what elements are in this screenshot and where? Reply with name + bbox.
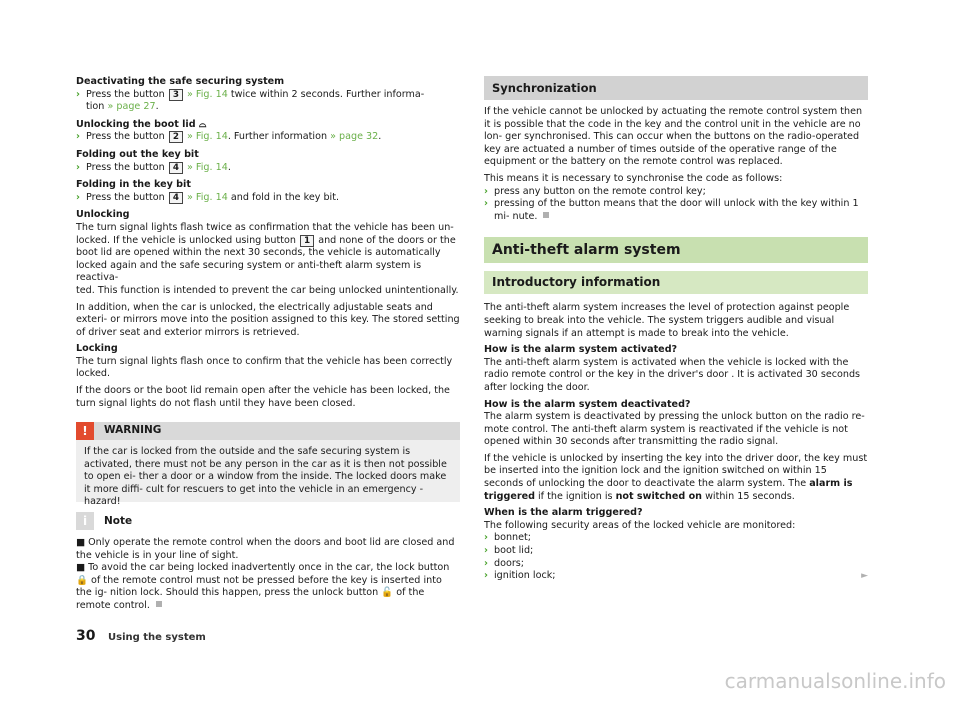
fold-in-step: › Press the button 4 » Fig. 14 and fold in the key bit.: [76, 191, 340, 203]
a2-paragraph: The alarm system is deactivated by pressing the unlock button on the radio re- mote control. The anti-theft alarm system is reactivated if the vehicle is not opened within 30 seconds after transmitting the radio signal.: [484, 411, 865, 448]
a4-paragraph: The following security areas of the locked vehicle are monitored:: [484, 519, 796, 531]
a1-paragraph: The anti-theft alarm system is activated when the vehicle is locked with the radio remote control or the key in the driver's door . It is activated 30 seconds after locking the door.: [484, 356, 861, 393]
unlocking-paragraph-2: In addition, when the car is unlocked, the electrically adjustable seats and exteri- or mirrors move into the position assigned to this key. The stored setting of driver seat and exterior mirrors is retrieved.: [76, 301, 460, 338]
alarm-heading: Anti-theft alarm system: [484, 237, 868, 263]
area-item: › doors;: [484, 557, 525, 569]
warning-box: [76, 422, 460, 508]
page-link[interactable]: » page 32: [330, 131, 379, 143]
sync-paragraph: If the vehicle cannot be unlocked by actuating the remote control system then it is possible that the code in the key and the control unit in the vehicle are no lon- ger synchronised. This can occur when the buttons on the radio-operated key are actuated a number of times outside of the operative range of the equipment or the battery on the remote control was replaced.: [484, 106, 863, 168]
q2-heading: How is the alarm system deactivated?: [484, 398, 691, 410]
boot-step: › Press the button 2 » Fig. 14. Further information » page 32.: [76, 131, 382, 143]
intro-paragraph: The anti-theft alarm system increases the level of protection against people seeking to break into the vehicle. The system triggers audible and visual warning signals if an attempt is made to break into the vehicle.: [484, 302, 850, 339]
area-item: › ignition lock; ►: [484, 570, 868, 582]
unlocking-paragraph: The turn signal lights flash twice as confirmation that the vehicle has been un- locked. If the vehicle is unlocked using button 1 and none of the doors or the boot lid are opened within the next 30 seconds, the vehicle is automatically locked again and the safe securing system or anti-theft alarm system is reactiva- ted. This function is intended to prevent the car being unlocked unintentionally.: [76, 221, 459, 296]
info-icon: i: [76, 512, 94, 530]
fold-out-step: › Press the button 4 » Fig. 14.: [76, 161, 231, 173]
chevron-right-icon: ›: [76, 131, 80, 143]
right-column: [484, 76, 868, 583]
note-bullet-2: ■ To avoid the car being locked inadvertently once in the car, the lock button 🔒 of the remote control must not be pressed before the key is inserted into the ig- nition lock. Should this happen, press the unlock button 🔓 of the remote control.: [76, 562, 450, 611]
locking-paragraph: The turn signal lights flash once to confirm that the vehicle has been correctly locked.: [76, 355, 453, 380]
key-button-4: 4: [169, 162, 183, 174]
chevron-right-icon: ›: [484, 198, 488, 210]
warning-text: If the car is locked from the outside and the safe securing system is activated, there must not be any person in the car as it is then not possible to open ei- ther a door or a window from the inside. The locked doors make it more diffi- cult for rescuers to get into the vehicle in an emergency - hazard!: [84, 446, 447, 508]
chevron-right-icon: ›: [484, 557, 488, 569]
sync-paragraph-2: This means it is necessary to synchronise the code as follows:: [484, 172, 783, 184]
note-title: Note: [104, 515, 133, 527]
safe-heading: Deactivating the safe securing system: [76, 76, 285, 87]
warning-header: [76, 422, 460, 440]
sync-step-2: › pressing of the button means that the door will unlock with the key within 1 mi- nute.: [484, 198, 859, 222]
key-button-3: 3: [169, 89, 183, 101]
chevron-right-icon: ›: [484, 570, 488, 582]
end-mark-icon: [543, 212, 549, 218]
watermark: carmanualsonline.info: [724, 669, 946, 693]
safe-step: › Press the button 3 » Fig. 14 twice within 2 seconds. Further informa- tion » page 27.: [76, 88, 425, 113]
warning-icon: !: [76, 422, 94, 440]
section-title: Using the system: [108, 632, 206, 643]
end-mark-icon: [156, 601, 162, 607]
chevron-right-icon: ›: [76, 88, 80, 100]
locking-heading: Locking: [76, 343, 118, 355]
chevron-right-icon: ›: [484, 185, 488, 197]
chevron-right-icon: ›: [484, 545, 488, 557]
chevron-right-icon: ›: [484, 532, 488, 544]
note-text: [76, 537, 460, 613]
warning-title: WARNING: [104, 424, 162, 436]
a3-paragraph: If the vehicle is unlocked by inserting the key into the driver door, the key must be inserted into the ignition lock and the ignition switched on within 15 seconds of unlocking the door to deactivate the alarm system. The alarm is triggered if the ignition is not switched on within 15 seconds.: [484, 452, 868, 502]
car-boot-icon: ⌓: [198, 118, 207, 130]
fold-out-heading: Folding out the key bit: [76, 148, 199, 160]
chevron-right-icon: ›: [76, 161, 80, 173]
left-column: [76, 76, 460, 414]
sync-step-1: › press any button on the remote control key;: [484, 185, 706, 197]
fig-link[interactable]: » Fig. 14: [187, 88, 228, 100]
fig-link[interactable]: » Fig. 14: [187, 161, 228, 173]
note-bullet-1: ■ Only operate the remote control when the doors and boot lid are closed and the vehicle is in your line of sight.: [76, 537, 455, 561]
continue-arrow-icon: ►: [861, 571, 868, 582]
locking-paragraph-2: If the doors or the boot lid remain open after the vehicle has been locked, the turn signal lights do not flash until they have been closed.: [76, 385, 450, 409]
page-number: 30: [76, 628, 96, 644]
sync-heading: Synchronization: [484, 76, 868, 100]
page-link[interactable]: » page 27: [107, 101, 156, 113]
intro-heading: Introductory information: [484, 271, 868, 294]
unlocking-heading: Unlocking: [76, 209, 130, 221]
q1-heading: How is the alarm system activated?: [484, 344, 678, 356]
fold-in-heading: Folding in the key bit: [76, 179, 191, 191]
area-item: › bonnet;: [484, 532, 532, 544]
fig-link[interactable]: » Fig. 14: [187, 131, 228, 143]
area-item: › boot lid;: [484, 545, 534, 557]
q3-heading: When is the alarm triggered?: [484, 507, 643, 519]
chevron-right-icon: ›: [76, 191, 80, 203]
unlock-button-icon: 🔓: [381, 587, 394, 599]
lock-button-icon: 🔒: [76, 574, 88, 586]
boot-heading: Unlocking the boot lid ⌓: [76, 118, 207, 130]
fig-link[interactable]: » Fig. 14: [187, 191, 228, 203]
key-button-1: 1: [300, 235, 314, 247]
key-button-2: 2: [169, 131, 183, 143]
key-button-4: 4: [169, 192, 183, 204]
